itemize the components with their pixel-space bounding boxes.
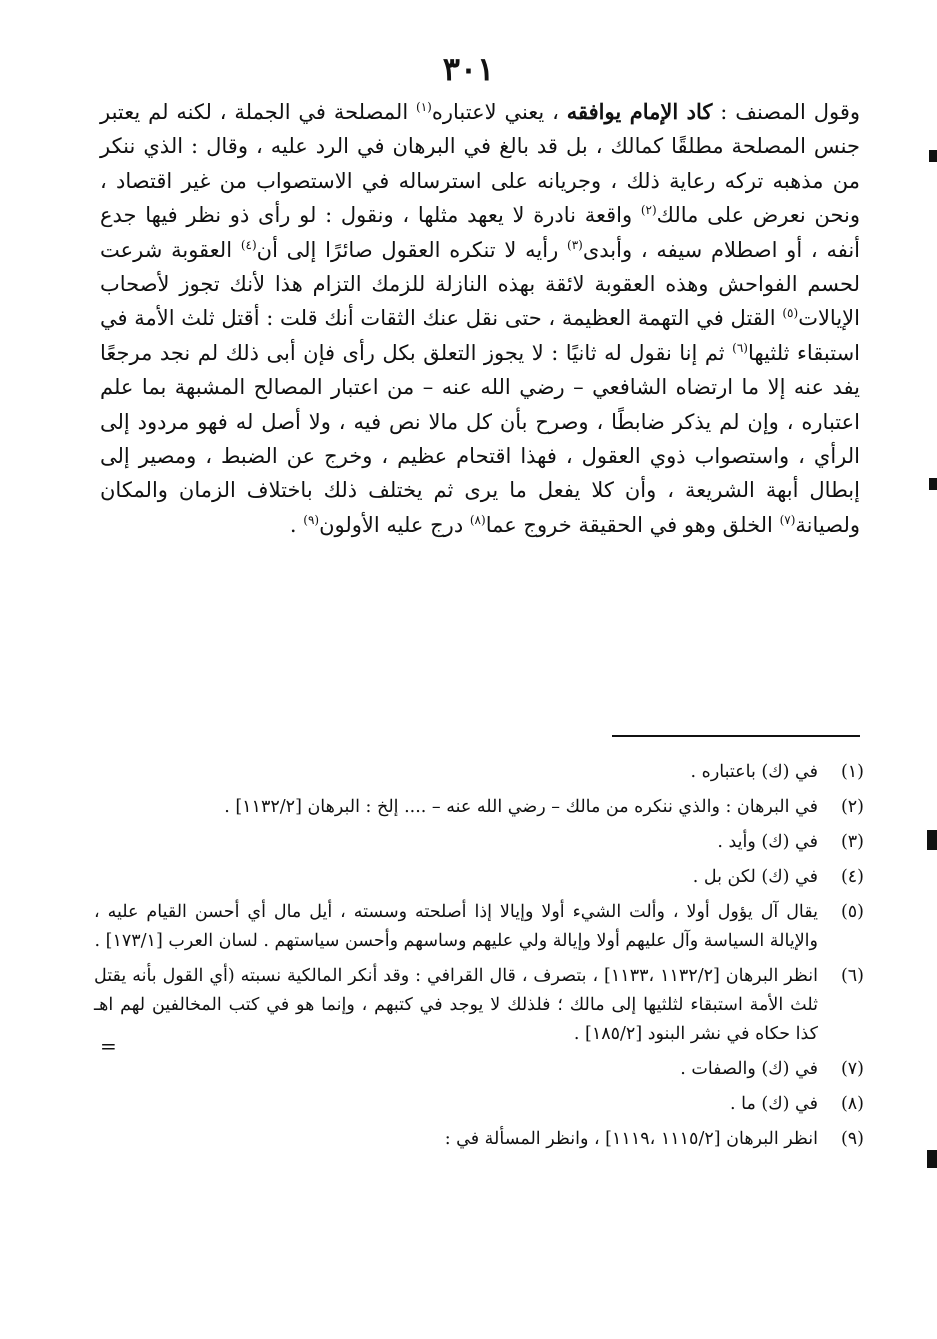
text-run: . [289,512,304,537]
footnote-number: (٣) [840,832,864,852]
footnote-text: في البرهان : والذي ننكره من مالك – رضي الله عنه – .... إلخ : البرهان [١١٣٢/٢] . [224,797,818,817]
footnote-ref-5[interactable]: (٥) [782,306,799,321]
scan-mark [929,478,937,490]
footnote-3 [94,828,864,857]
footnote-number: (٧) [840,1059,864,1079]
footnote-1 [94,758,864,787]
footnote-6 [94,962,864,1049]
footnote-number: (٨) [840,1094,864,1114]
footnote-5 [94,898,864,956]
text-run: العقوبة شرعت لحسم الفواحش وهذه العقوبة لائقة بهذه النازلة للزمك التزام هذا لأنك تجوز لأصحاب الإيالات [100,237,860,331]
footnote-number: (٥) [840,902,864,922]
text-run: المصلحة في الجملة ، لكنه لم يعتبر جنس المصلحة مطلقًا كمالك ، بل قد بالغ في البرهان في الرد عليه ، وقال : الذي ننكر من مذهبه تركه رعاية ذلك ، وجريانه على استرساله في الاستصواب من غير اقتصاد ، ونحن نعرض على مالك [100,100,861,228]
text-run: وقول المصنف : [712,100,861,124]
text-run: ، يعني لاعتباره [431,100,567,124]
footnote-ref-1[interactable]: (١) [416,100,432,114]
scan-mark [927,830,937,850]
footnote-number: (٦) [840,966,864,986]
scan-mark [929,150,937,162]
footnote-ref-8[interactable]: (٨) [469,512,486,527]
footnote-4 [94,863,864,892]
footnote-text: في (ك) لكن بل . [692,867,818,887]
footnote-text: في (ك) باعتباره . [690,762,818,782]
text-run: ثم إنا نقول له ثانيًا : لا يجوز التعلق بكل رأى فإن أبى ذلك لم نجد مرجعًا يفد عنه إلا ما ارتضاه الشافعي – رضي الله عنه – من اعتبار المصالح المشبهة بما علم اعتباره ، وإن لم يذكر ضابطًا ، وصرح بأن كل مالا نص فيه ، ولا أصل له فهو مردود إلى الرأي ، واستصواب ذوي العقول ، فهذا اقتحام عظيم ، وخرج عن الضبط ، ومصير إلى إبطال أبهة الشريعة ، وأن كلا يفعل ما يرى ثم يختلف ذلك باختلاف الزمان والمكان ولصيانة [100,340,860,537]
page-number: ٣٠١ [442,50,495,88]
footnote-9 [94,1125,864,1154]
footnote-text: في (ك) ما . [730,1094,818,1114]
text-run: واقعة نادرة لا يعهد مثلها ، ونقول : لو رأى ذو نظر فيها جدع أنفه ، أو اصطلام سيفه ، وأبدى [100,203,861,262]
footnote-ref-6[interactable]: (٦) [732,340,748,355]
footnote-ref-3[interactable]: (٣) [567,237,583,252]
text-run: القتل في التهمة العظيمة ، حتى نقل عنك الثقات أنك قلت : أقتل ثلث الأمة في استبقاء ثلثيها [100,306,860,365]
main-paragraph [100,95,860,542]
scan-mark [927,1150,937,1168]
footnote-text: في (ك) وأيد . [717,832,818,852]
footnote-number: (٩) [840,1129,864,1149]
footnote-text: يقال آل يؤول أولا ، وألت الشيء أولا وإيالا إذا أصلحته وسسته ، أيل مال أي أحسن القيام عليه ، والإيالة السياسة وآل عليهم أولا وإيالة ولي عليهم وساسهم وأحسن سياستهم . لسان العرب [١٧٣/١] . [94,902,818,951]
paragraph-text [100,95,860,542]
footnote-7 [94,1055,864,1084]
text-run: رأيه لا تنكره العقول صائرًا إلى أن [256,237,567,262]
footnote-ref-7[interactable]: (٧) [779,512,796,527]
text-run: درج عليه الأولون [319,512,470,537]
footnote-text: انظر البرهان [١١٣٢/٢ ،١١٣٣] ، بتصرف ، قال القرافي : وقد أنكر المالكية نسبته (أي القول بأنه يقتل ثلث الأمة استبقاء لثلثيها إلى مالك ؛ فلذلك لا يوجد في كتبهم ، وإنما هو في كتب المخالفين لهم اهـ كذا حكاه في نشر البنود [١٨٥/٢] . [94,966,818,1044]
continuation-mark: = [100,1034,117,1058]
footnote-ref-4[interactable]: (٤) [240,237,257,252]
footnotes [94,758,864,1160]
footnote-text: انظر البرهان [١١١٥/٢ ،١١١٩] ، وانظر المسألة في : [444,1129,818,1149]
footnote-text: في (ك) والصفات . [680,1059,818,1079]
footnote-8 [94,1090,864,1119]
footnote-number: (١) [840,762,864,782]
footnote-divider [612,735,860,737]
footnote-ref-9[interactable]: (٩) [303,512,320,527]
footnote-2 [94,793,864,822]
footnote-number: (٤) [840,867,864,887]
footnote-number: (٢) [840,797,864,817]
text-run: الخلق وهو في الحقيقة خروج عما [485,512,780,537]
footnote-ref-2[interactable]: (٢) [640,203,657,218]
quoted-phrase: كاد الإمام يوافقه [566,99,713,124]
